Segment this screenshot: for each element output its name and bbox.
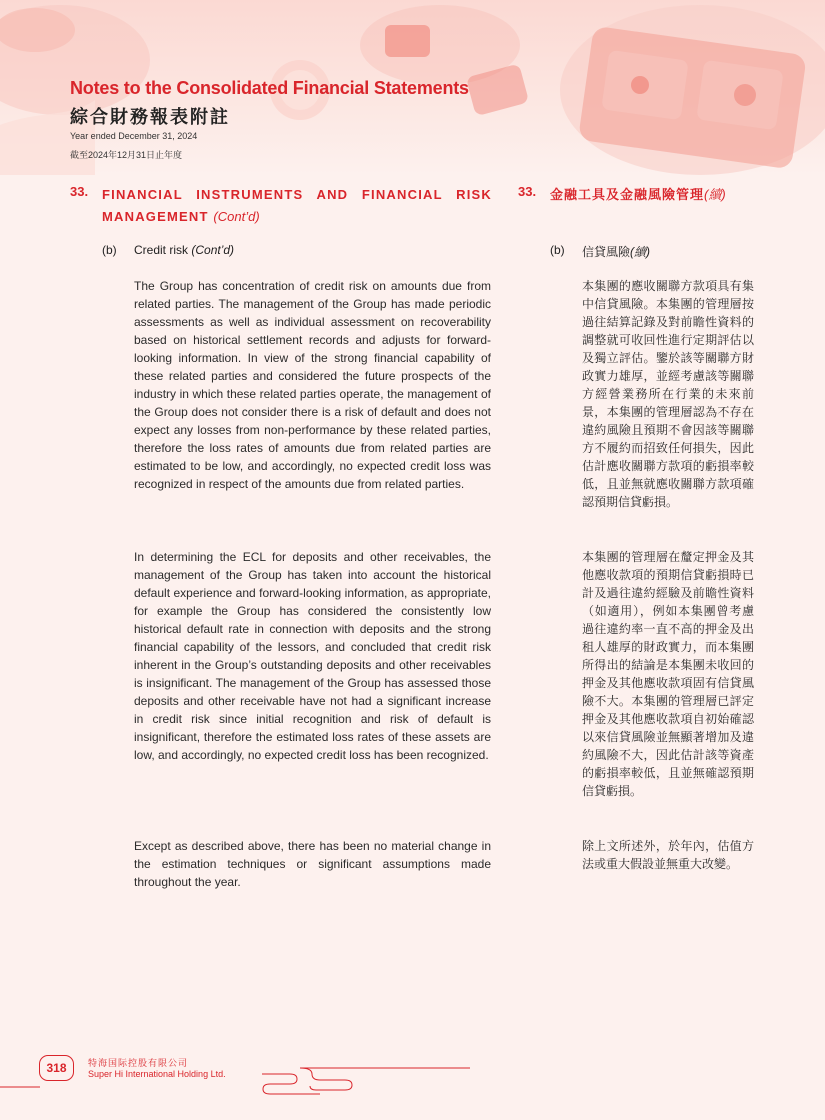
paragraph-no-change-chinese: 除上文所述外，於年內，估值方法或重大假設並無重大改變。: [582, 839, 754, 871]
company-name-chinese: 特海国际控股有限公司: [88, 1058, 189, 1068]
paragraph-related-parties-chinese: 本集團的應收關聯方款項具有集中信貸風險。本集團的管理層按過往結算記錄及對前瞻性資料的調整就可收回性進行定期評估以及獨立評估。鑒於該等關聯方財政實力雄厚，並經考慮該等關聯方經營業務所在行業的未來前景，本集團的管理層認為不存在違約風險且預期不會因該等關聯方不履約而招致任何損失，因此估計應收關聯方款項的虧損率較低，且並無就應收關聯方款項確認預期信貸虧損。: [582, 279, 754, 509]
page-number: 318: [39, 1055, 74, 1081]
section-contd-label: (Cont’d): [213, 209, 260, 224]
paragraph-related-parties: The Group has concentration of credit risk on amounts due from related parties. The management of the Group has made periodic assessments as well as individual assessment on recoverability based on historical settlement records and adjusts for forward-looking information. In view of the strong financial capability of these related parties and considered the future prospects of the industry in which these related parties operate, the management of the Group does not consider there is a risk of default and does not expect any losses from non-performance by these related parties, therefore the loss rates of amounts due from related parties are estimated to be low, and accordingly, no expected credit loss was recognized in respect of the amounts due from related parties.: [134, 279, 491, 491]
paragraph-no-change: Except as described above, there has been no material change in the estimation techniques or significant assumptions made throughout the year.: [134, 839, 491, 889]
subsection-contd-label: (Cont’d): [191, 243, 235, 257]
period-label: Year ended December 31, 2024: [70, 131, 198, 141]
subsection-heading-chinese-text: 信貸風險: [582, 245, 631, 259]
subsection-label: (b): [102, 243, 117, 257]
period-label-chinese: 截至2024年12月31日止年度: [70, 150, 183, 160]
section-contd-label-chinese: (續): [704, 187, 726, 202]
section-heading-chinese-text: 金融工具及金融風險管理: [550, 187, 705, 202]
subsection-heading-text: Credit risk: [134, 243, 189, 257]
subsection-contd-label-chinese: (續): [630, 245, 651, 259]
section-number-chinese: 33.: [518, 184, 537, 199]
page-title-chinese: 綜合財務報表附註: [70, 107, 230, 127]
subsection-label-chinese: (b): [550, 243, 565, 257]
section-heading: [102, 184, 492, 228]
paragraph-deposits-ecl: In determining the ECL for deposits and other receivables, the management of the Group has taken into account the historical default experience and forward-looking information, as appropriate, for example the Group has considered the consistently low historical default rate in connection with deposits and the strong financial capability of the lessors, and concluded that credit risk inherent in the Group’s outstanding deposits and other receivables is insignificant. The management of the Group has assessed those deposits and other receivable have not had a significant increase in credit risk since initial recognition and risk of default is insignificant, therefore the estimated loss rates of these assets are low, and accordingly, no expected credit loss has been recognized.: [134, 550, 491, 762]
paragraph-deposits-ecl-chinese: 本集團的管理層在釐定押金及其他應收款項的預期信貸虧損時已計及過往違約經驗及前瞻性資料（如適用），例如本集團曾考慮過往違約率一直不高的押金及出租人雄厚的財政實力，而本集團所得出的結論是本集團未收回的押金及其他應收款項固有信貸風險不大。本集團的管理層已評定押金及其他應收款項自初始確認以來信貸風險並無顯著增加及違約風險不大，因此估計該等資產的虧損率較低，且並無確認預期信貸虧損。: [582, 550, 754, 798]
section-heading-chinese: [550, 184, 726, 203]
section-heading-text: FINANCIAL INSTRUMENTS AND FINANCIAL RISK MANAGEMENT: [102, 187, 492, 224]
subsection-heading-chinese: [582, 243, 650, 260]
section-number: 33.: [70, 184, 89, 199]
company-name: Super Hi International Holding Ltd.: [88, 1069, 226, 1079]
subsection-heading: [134, 243, 234, 257]
page-title: Notes to the Consolidated Financial Statements: [70, 78, 469, 98]
